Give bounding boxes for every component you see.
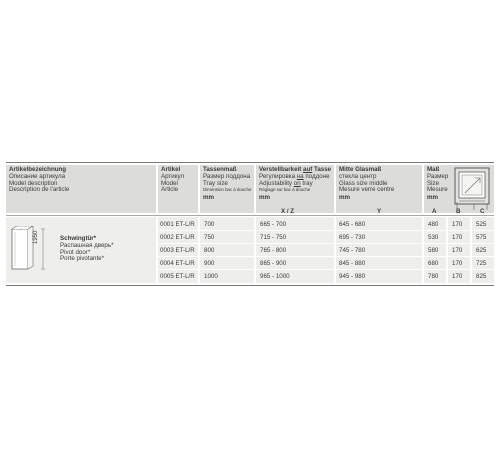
cell-b: 170 xyxy=(452,273,463,280)
shower-plan-diagram-icon xyxy=(453,166,493,212)
cell-glass: 695 - 730 xyxy=(339,234,366,241)
cell-tray: 700 xyxy=(204,221,215,228)
cell-a: 680 xyxy=(428,260,439,267)
cell-tray: 800 xyxy=(204,247,215,254)
cell-adjust: 715 - 750 xyxy=(260,234,287,241)
cell-a: 580 xyxy=(428,247,439,254)
header-article: Artikel Артикул Model Article xyxy=(161,166,185,194)
sub-label-c: C xyxy=(480,208,485,215)
header-size: Maß Размер Size Mesure mm xyxy=(427,166,449,202)
cell-glass: 945 - 980 xyxy=(339,273,366,280)
header-glass-size: Mitte Glasmaß стекла центр Glass size middle Mesure verre centre mm xyxy=(339,166,395,202)
cell-c: 625 xyxy=(476,247,487,254)
product-height-label: 1950 xyxy=(33,230,39,244)
header-bottom-rule xyxy=(6,215,494,216)
sub-label-a: A xyxy=(432,208,437,215)
cell-c: 525 xyxy=(476,221,487,228)
cell-b: 170 xyxy=(452,221,463,228)
header-adjustability: Verstellbarkeit auf Tasse Регулировка на поддоне Adjustability on tray Réglage sur bac à douche mm xyxy=(259,166,332,202)
cell-b: 170 xyxy=(452,260,463,267)
sub-label-xz: X / Z xyxy=(281,208,295,215)
cell-adjust: 665 - 700 xyxy=(260,221,287,228)
cell-c: 825 xyxy=(476,273,487,280)
sub-label-y: Y xyxy=(377,208,382,215)
cell-c: 725 xyxy=(476,260,487,267)
cell-glass: 645 - 680 xyxy=(339,221,366,228)
cell-adjust: 765 - 800 xyxy=(260,247,287,254)
cell-tray: 1000 xyxy=(204,273,218,280)
cell-a: 530 xyxy=(428,234,439,241)
cell-article: 0001 ET-L/R xyxy=(160,221,195,228)
cell-glass: 845 - 880 xyxy=(339,260,366,267)
cell-article: 0002 ET-L/R xyxy=(160,234,195,241)
cell-c: 575 xyxy=(476,234,487,241)
header-tray-size: Tassenmaß Размер поддона Tray size Dimension bac à douche mm xyxy=(203,166,252,202)
product-names: Schwingtür* Распашная дверь* Pivot door* Porte pivotante* xyxy=(60,235,114,263)
cell-a: 480 xyxy=(428,221,439,228)
cell-article: 0003 ET-L/R xyxy=(160,247,195,254)
cell-b: 170 xyxy=(452,247,463,254)
table-bottom-rule xyxy=(6,285,494,286)
table-top-rule xyxy=(6,162,494,163)
sub-label-b: B xyxy=(456,208,461,215)
cell-adjust: 965 - 1000 xyxy=(260,273,290,280)
cell-glass: 745 - 780 xyxy=(339,247,366,254)
cell-adjust: 865 - 900 xyxy=(260,260,287,267)
cell-a: 780 xyxy=(428,273,439,280)
cell-tray: 750 xyxy=(204,234,215,241)
cell-article: 0005 ET-L/R xyxy=(160,273,195,280)
pivot-door-drawing-icon xyxy=(10,226,50,272)
header-description: Artikelbezeichnung Описание артикула Model description Description de l'article xyxy=(9,166,70,194)
cell-b: 170 xyxy=(452,234,463,241)
cell-tray: 900 xyxy=(204,260,215,267)
cell-article: 0004 ET-L/R xyxy=(160,260,195,267)
